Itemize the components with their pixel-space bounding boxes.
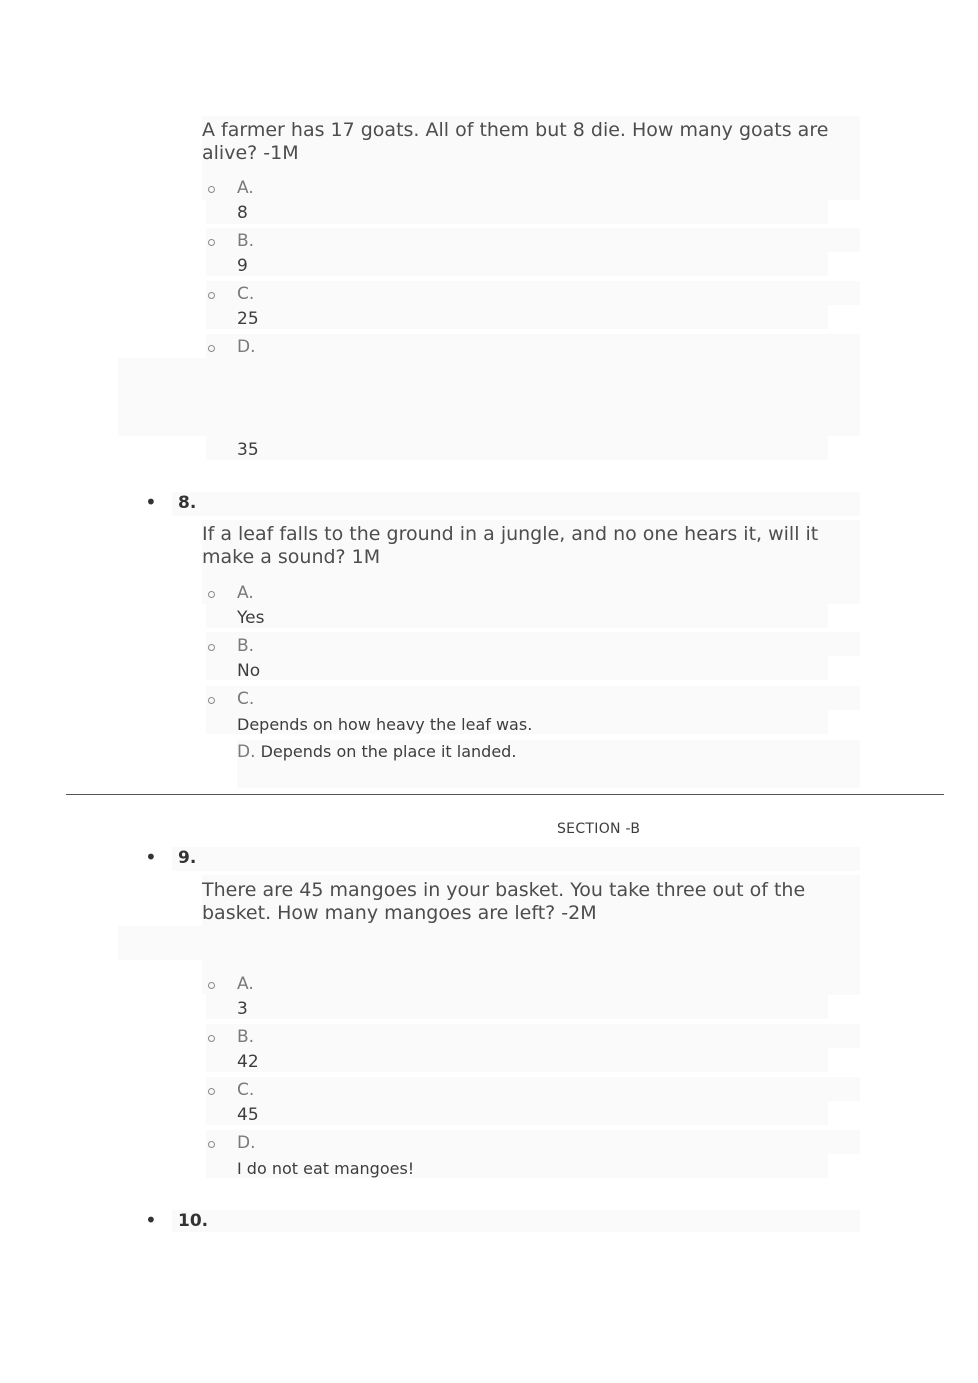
option-c-value: 25 xyxy=(237,309,259,329)
option-d-value: 35 xyxy=(237,440,259,460)
radio-option-b-icon[interactable] xyxy=(208,644,215,651)
option-a-letter: A. xyxy=(237,178,254,198)
option-a-value: 3 xyxy=(237,999,248,1019)
list-bullet: • xyxy=(145,845,157,869)
radio-option-d-icon[interactable] xyxy=(208,345,215,352)
option-c-value: Depends on how heavy the leaf was. xyxy=(237,715,533,734)
option-d-letter: D. xyxy=(237,742,256,762)
option-d-row[interactable] xyxy=(237,742,516,762)
radio-option-a-icon[interactable] xyxy=(208,982,215,989)
option-c-letter: C. xyxy=(237,1080,255,1100)
question-9-text: There are 45 mangoes in your basket. You take three out of the basket. How many mangoes are left? -2M xyxy=(202,879,806,924)
option-d-letter: D. xyxy=(237,1133,256,1153)
radio-option-a-icon[interactable] xyxy=(208,186,215,193)
option-c-value: 45 xyxy=(237,1105,259,1125)
option-b-letter: B. xyxy=(237,1027,255,1047)
radio-option-a-icon[interactable] xyxy=(208,591,215,598)
question-9-number: 9. xyxy=(178,848,197,868)
list-bullet: • xyxy=(145,1208,157,1232)
option-d-value: I do not eat mangoes! xyxy=(237,1159,415,1178)
option-a-value: Yes xyxy=(237,608,265,628)
question-7-text: A farmer has 17 goats. All of them but 8 die. How many goats are alive? -1M xyxy=(202,119,829,164)
option-b-letter: B. xyxy=(237,636,255,656)
section-title: SECTION -B xyxy=(557,821,641,837)
option-b-value: No xyxy=(237,661,261,681)
section-divider xyxy=(66,794,944,795)
radio-option-c-icon[interactable] xyxy=(208,1088,215,1095)
radio-option-c-icon[interactable] xyxy=(208,292,215,299)
option-d-value: Depends on the place it landed. xyxy=(260,742,517,761)
option-a-value: 8 xyxy=(237,203,248,223)
radio-option-b-icon[interactable] xyxy=(208,239,215,246)
option-b-value: 9 xyxy=(237,256,248,276)
question-10-number: 10. xyxy=(178,1211,209,1231)
option-a-letter: A. xyxy=(237,583,254,603)
option-c-letter: C. xyxy=(237,689,255,709)
option-c-letter: C. xyxy=(237,284,255,304)
radio-option-b-icon[interactable] xyxy=(208,1035,215,1042)
question-8-text: If a leaf falls to the ground in a jungle, and no one hears it, will it make a sound? 1M xyxy=(202,523,819,568)
radio-option-d-icon[interactable] xyxy=(208,1141,215,1148)
option-d-letter: D. xyxy=(237,337,256,357)
question-8-number: 8. xyxy=(178,493,197,513)
option-a-letter: A. xyxy=(237,974,254,994)
radio-option-c-icon[interactable] xyxy=(208,697,215,704)
option-b-letter: B. xyxy=(237,231,255,251)
option-b-value: 42 xyxy=(237,1052,259,1072)
list-bullet: • xyxy=(145,490,157,514)
